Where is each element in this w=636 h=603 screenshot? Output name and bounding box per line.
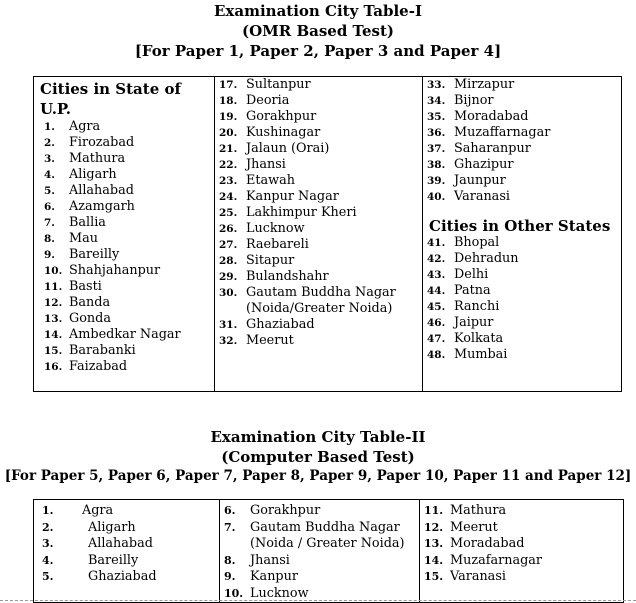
city-list-item [423, 93, 621, 109]
city-list-item [420, 520, 623, 537]
city-name: Ballia [69, 215, 106, 230]
city-number: 8. [224, 553, 236, 567]
city-name: Agra [82, 503, 114, 518]
city-name: Bareilly [69, 247, 120, 262]
city-name: Jhansi [246, 157, 286, 172]
city-number: 6. [224, 504, 236, 517]
city-list-item [423, 347, 621, 363]
city-list-item [423, 157, 621, 173]
city-list-item [215, 125, 422, 141]
city-number [220, 536, 250, 553]
city-number: 36. [427, 127, 446, 139]
city-name: Lucknow [246, 221, 305, 236]
city-list-item [423, 251, 621, 267]
city-name: Varanasi [454, 189, 510, 204]
city-list-item [42, 215, 214, 231]
table1-papers: [For Paper 1, Paper 2, Paper 3 and Paper 4] [134, 42, 502, 60]
city-name: Gonda [69, 311, 111, 326]
table1-col2 [215, 77, 423, 392]
city-name: Ghaziabad [246, 317, 315, 332]
city-number: 24. [219, 191, 238, 203]
city-number: 48. [427, 349, 446, 361]
city-number: 29. [219, 271, 238, 283]
city-list-item [42, 311, 214, 327]
city-name: Kolkata [454, 331, 504, 346]
city-name: Gautam Buddha Nagar [246, 285, 396, 300]
city-name: Bijnor [454, 93, 494, 108]
city-number: 7. [224, 520, 236, 534]
city-number: 1. [42, 504, 54, 517]
city-number: 43. [427, 269, 446, 281]
city-name: Lucknow [250, 585, 309, 601]
table2-col3 [420, 500, 624, 603]
city-name: Sultanpur [246, 77, 311, 92]
city-list-item [423, 125, 621, 141]
city-list-item [42, 119, 214, 135]
city-name: (Noida/Greater Noida) [246, 301, 393, 316]
city-number: 30. [219, 287, 238, 299]
table2-title: Examination City Table-II [210, 428, 426, 446]
city-name: Aligarh [88, 519, 136, 535]
city-list-item [215, 141, 422, 157]
table2-col1 [34, 500, 220, 603]
city-number: 11. [44, 281, 63, 293]
table1-col2-list [215, 77, 422, 349]
city-number: 2. [44, 137, 55, 149]
table1-col3 [423, 77, 622, 392]
city-name: Etawah [246, 173, 295, 188]
city-list-item [215, 237, 422, 253]
city-list-item [420, 569, 623, 586]
city-name: Jhansi [250, 552, 290, 568]
city-number: 8. [44, 233, 55, 245]
city-number: 38. [427, 159, 446, 171]
city-number: 1. [44, 121, 55, 133]
city-name: Lakhimpur Kheri [246, 205, 357, 220]
city-name: Jalaun (Orai) [246, 141, 330, 156]
city-list-item [215, 333, 422, 349]
city-name: (Noida / Greater Noida) [250, 536, 405, 551]
city-list-item [423, 109, 621, 125]
table1-col3-list [423, 77, 621, 205]
city-name: Gorakhpur [246, 109, 317, 124]
city-list-item [42, 199, 214, 215]
city-number [215, 301, 246, 317]
city-name: Gorakhpur [250, 503, 321, 518]
city-name: Bhopal [454, 235, 500, 250]
city-name: Kushinagar [246, 125, 321, 140]
city-list-item [220, 520, 419, 537]
city-name: Jaunpur [454, 173, 506, 188]
city-name: Bareilly [88, 552, 139, 568]
city-list-item [42, 343, 214, 359]
city-list-item [42, 247, 214, 263]
city-number: 5. [44, 185, 55, 197]
city-list-item [420, 536, 623, 553]
city-list-item [42, 167, 214, 183]
city-number: 9. [224, 570, 236, 583]
city-list-item [34, 520, 219, 537]
city-list-item [42, 151, 214, 167]
city-name: Muzafarnagar [450, 552, 543, 568]
city-list-item [423, 267, 621, 283]
city-list-item [42, 135, 214, 151]
city-name: Gautam Buddha Nagar [250, 519, 400, 535]
city-name: Mumbai [454, 347, 508, 362]
page-bottom-rule [0, 598, 636, 601]
city-number: 34. [427, 95, 446, 107]
table2-papers: [For Paper 5, Paper 6, Paper 7, Paper 8, Paper 9, Paper 10, Paper 11 and Paper 12] [4, 468, 632, 484]
city-number: 31. [219, 319, 238, 331]
city-list-item [423, 173, 621, 189]
city-table-2 [33, 499, 624, 603]
city-number: 13. [44, 313, 63, 325]
city-name: Meerut [450, 519, 498, 535]
city-name: Moradabad [454, 109, 529, 124]
table2-col3-list [420, 503, 623, 586]
table1-col1 [34, 77, 215, 392]
city-number: 11. [424, 504, 444, 517]
up-cities-heading: Cities in State of U.P. [40, 80, 181, 118]
city-number: 20. [219, 127, 238, 139]
city-number: 17. [219, 79, 238, 91]
city-list-item [42, 295, 214, 311]
city-list-item [215, 301, 422, 317]
city-table-1 [33, 76, 622, 392]
city-name: Saharanpur [454, 141, 531, 156]
table1-title: Examination City Table-I [214, 2, 422, 20]
city-number: 2. [42, 520, 54, 534]
city-list-item [42, 279, 214, 295]
city-name: Aligarh [69, 167, 117, 182]
city-name: Mathura [69, 151, 126, 166]
city-list-item [215, 109, 422, 125]
city-name: Mathura [450, 503, 507, 518]
city-number: 15. [44, 345, 63, 357]
city-list-item [423, 189, 621, 205]
city-number: 27. [219, 239, 238, 251]
city-number: 35. [427, 111, 446, 123]
city-list-item [215, 285, 422, 301]
city-name: Kanpur [250, 569, 298, 584]
city-list-item [420, 553, 623, 570]
city-name: Muzaffarnagar [454, 125, 551, 140]
city-name: Patna [454, 283, 491, 298]
city-list-item [34, 553, 219, 570]
table1-col3-other-list [423, 235, 621, 363]
city-list-item [220, 503, 419, 520]
city-name: Delhi [454, 267, 489, 282]
city-name: Varanasi [450, 569, 506, 584]
city-list-item [42, 263, 214, 279]
city-number: 14. [44, 329, 63, 341]
city-list-item [34, 536, 219, 553]
table2-col2-list [220, 503, 419, 602]
other-states-heading: Cities in Other States [429, 217, 611, 235]
city-list-item [215, 77, 422, 93]
city-name: Kanpur Nagar [246, 189, 339, 204]
city-number: 10. [44, 265, 63, 277]
city-number: 3. [42, 537, 54, 550]
city-name: Agra [69, 119, 101, 134]
table2-col2 [220, 500, 420, 603]
table2-heading [0, 428, 636, 488]
table2-subtitle: (Computer Based Test) [221, 448, 415, 466]
city-list-item [220, 569, 419, 586]
city-number: 5. [42, 570, 54, 583]
city-name: Deoria [246, 93, 290, 108]
city-list-item [215, 173, 422, 189]
city-number: 39. [427, 175, 446, 187]
city-number: 22. [219, 159, 238, 171]
city-name: Firozabad [69, 135, 135, 150]
city-name: Allahabad [88, 536, 153, 551]
city-number: 9. [44, 249, 55, 261]
city-number: 42. [427, 253, 446, 265]
city-name: Allahabad [69, 183, 134, 198]
city-name: Dehradun [454, 251, 519, 266]
city-list-item [42, 231, 214, 247]
city-name: Faizabad [69, 359, 128, 374]
city-list-item [423, 299, 621, 315]
city-name: Basti [69, 279, 102, 294]
city-name: Ghaziabad [88, 569, 157, 584]
city-number: 45. [427, 301, 446, 313]
city-number: 32. [219, 335, 238, 347]
city-number: 12. [424, 520, 444, 534]
table1-subtitle: (OMR Based Test) [241, 22, 394, 40]
city-list-item [423, 283, 621, 299]
city-name: Bulandshahr [246, 269, 329, 284]
city-list-item [34, 503, 219, 520]
city-number: 37. [427, 143, 446, 155]
city-list-item [420, 503, 623, 520]
city-number: 25. [219, 207, 238, 219]
city-list-item [42, 359, 214, 375]
city-name: Raebareli [246, 237, 309, 252]
city-name: Sitapur [246, 253, 295, 268]
city-number: 44. [427, 285, 446, 297]
city-name: Ghazipur [454, 157, 514, 172]
city-name: Azamgarh [69, 199, 135, 214]
city-list-item [423, 331, 621, 347]
city-number: 4. [44, 169, 55, 181]
city-name: Ranchi [454, 299, 500, 314]
city-name: Shahjahanpur [69, 263, 161, 278]
city-list-item [423, 77, 621, 93]
city-name: Mau [69, 231, 98, 246]
city-list-item [34, 569, 219, 586]
city-list-item [215, 317, 422, 333]
city-number: 21. [219, 143, 238, 155]
city-list-item [215, 205, 422, 221]
city-number: 46. [427, 317, 446, 329]
city-number: 40. [427, 191, 446, 203]
city-list-item [215, 253, 422, 269]
city-list-item [215, 157, 422, 173]
table1-col1-list [34, 119, 214, 375]
city-number: 16. [44, 361, 63, 373]
city-number: 3. [44, 153, 55, 165]
city-name: Jaipur [454, 315, 494, 330]
city-number: 4. [42, 553, 54, 567]
city-list-item [42, 183, 214, 199]
city-list-item [42, 327, 214, 343]
city-list-item [423, 141, 621, 157]
city-list-item [423, 235, 621, 251]
city-list-item [423, 315, 621, 331]
city-number: 10. [224, 586, 244, 600]
city-list-item [215, 269, 422, 285]
city-list-item [215, 189, 422, 205]
city-number: 19. [219, 111, 238, 123]
city-number: 15. [424, 570, 444, 583]
table2-col1-list [34, 503, 219, 586]
city-list-item [220, 553, 419, 570]
city-number: 26. [219, 223, 238, 235]
city-number: 14. [424, 553, 444, 567]
city-name: Ambedkar Nagar [69, 327, 181, 342]
city-list-item [220, 536, 419, 553]
city-name: Barabanki [69, 343, 136, 358]
city-list-item [215, 221, 422, 237]
city-name: Mirzapur [454, 77, 515, 92]
city-number: 23. [219, 175, 238, 187]
city-number: 41. [427, 237, 446, 249]
city-list-item [215, 93, 422, 109]
city-number: 33. [427, 79, 446, 91]
city-number: 13. [424, 537, 444, 550]
city-number: 12. [44, 297, 63, 309]
city-number: 6. [44, 201, 55, 213]
table1-heading [0, 2, 636, 62]
city-number: 7. [44, 217, 55, 229]
city-name: Meerut [246, 333, 294, 348]
city-number: 18. [219, 95, 238, 107]
city-name: Banda [69, 295, 111, 310]
city-number: 47. [427, 333, 446, 345]
city-name: Moradabad [450, 536, 525, 551]
city-number: 28. [219, 255, 238, 267]
